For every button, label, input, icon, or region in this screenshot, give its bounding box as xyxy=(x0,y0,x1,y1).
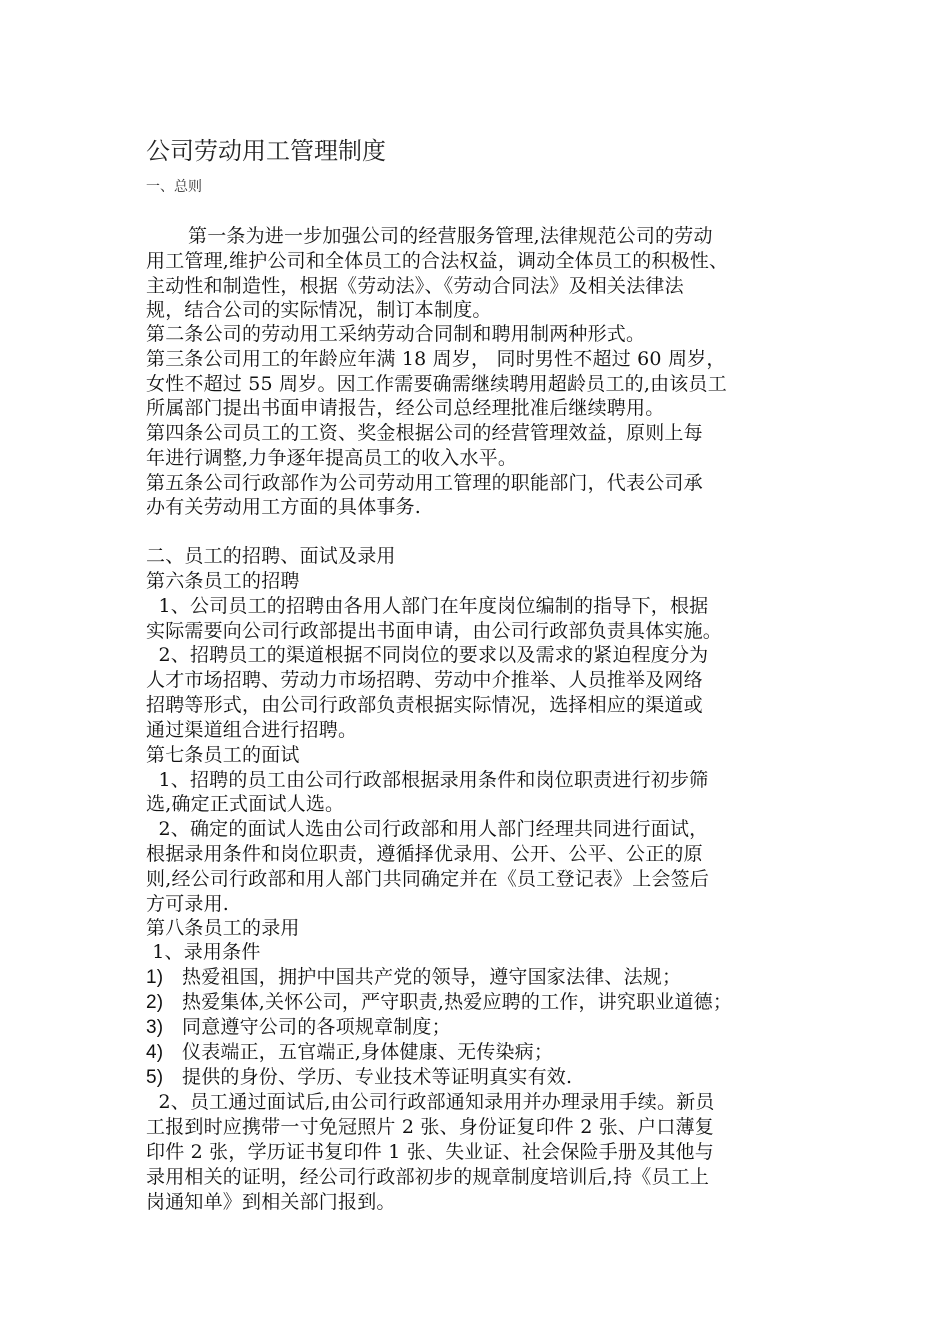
list-item xyxy=(146,965,681,990)
paragraph-line: 岗通知单》到相关部门报到。 xyxy=(146,1191,396,1213)
paragraph-line: 1、公司员工的招聘由各用人部门在年度岗位编制的指导下，根据 xyxy=(146,595,709,617)
paragraph-line: 根据录用条件和岗位职责，遵循择优录用、公开、公平、公正的原 xyxy=(146,843,703,865)
paragraph-line: 主动性和制造性，根据《劳动法》、《劳动合同法》及相关法律法 xyxy=(146,275,684,297)
list-number: 5) xyxy=(146,1067,164,1088)
paragraph-line: 办有关劳动用工方面的具体事务. xyxy=(146,496,422,518)
paragraph-line: 第四条公司员工的工资、奖金根据公司的经营管理效益，原则上每 xyxy=(146,422,703,444)
paragraph-line: 所属部门提出书面申请报告，经公司总经理批准后继续聘用。 xyxy=(146,397,665,419)
list-number: 3) xyxy=(146,1017,164,1038)
paragraph-line: 2、招聘员工的渠道根据不同岗位的要求以及需求的紧迫程度分为 xyxy=(146,644,709,666)
article-heading: 第七条员工的面试 xyxy=(146,744,300,766)
paragraph-line: 用工管理,维护公司和全体员工的合法权益，调动全体员工的积极性、 xyxy=(146,250,729,272)
list-heading: 1、录用条件 xyxy=(146,941,261,963)
paragraph-line: 年进行调整,力争逐年提高员工的收入水平。 xyxy=(146,447,518,469)
paragraph-line: 印件 2 张，学历证书复印件 1 张、失业证、社会保险手册及其他与 xyxy=(146,1141,714,1163)
list-text: 热爱集体,关怀公司，严守职责,热爱应聘的工作，讲究职业道德； xyxy=(182,991,733,1013)
list-item xyxy=(146,1015,451,1040)
list-text: 仪表端正，五官端正,身体健康、无传染病； xyxy=(182,1041,554,1063)
document-title: 公司劳动用工管理制度 xyxy=(146,137,386,165)
paragraph-line: 2、员工通过面试后,由公司行政部通知录用并办理录用手续。新员 xyxy=(146,1091,715,1113)
article-heading: 第八条员工的录用 xyxy=(146,917,300,939)
paragraph-line: 第三条公司用工的年龄应年满 18 周岁， 同时男性不超过 60 周岁， xyxy=(146,348,726,370)
list-item xyxy=(146,1040,553,1065)
paragraph-line: 女性不超过 55 周岁。因工作需要确需继续聘用超龄员工的,由该员工 xyxy=(146,373,727,395)
paragraph-line: 方可录用. xyxy=(146,893,230,915)
paragraph-line: 实际需要向公司行政部提出书面申请，由公司行政部负责具体实施。 xyxy=(146,620,723,642)
paragraph-line: 则,经公司行政部和用人部门共同确定并在《员工登记表》上会签后 xyxy=(146,868,710,890)
paragraph-line: 1、招聘的员工由公司行政部根据录用条件和岗位职责进行初步筛 xyxy=(146,769,709,791)
paragraph-line: 通过渠道组合进行招聘。 xyxy=(146,719,358,741)
section-heading-recruitment: 二、员工的招聘、面试及录用 xyxy=(146,545,396,567)
list-number: 4) xyxy=(146,1042,164,1063)
section-heading-general: 一、总则 xyxy=(146,179,202,195)
list-number: 2) xyxy=(146,992,164,1013)
paragraph-line: 2、确定的面试人选由公司行政部和用人部门经理共同进行面试， xyxy=(146,818,709,840)
paragraph-line: 第二条公司的劳动用工采纳劳动合同制和聘用制两种形式。 xyxy=(146,323,646,345)
list-text: 提供的身份、学历、专业技术等证明真实有效. xyxy=(182,1066,573,1088)
list-number: 1) xyxy=(146,967,164,988)
paragraph-line: 录用相关的证明，经公司行政部初步的规章制度培训后,持《员工上 xyxy=(146,1166,710,1188)
paragraph-line: 招聘等形式，由公司行政部负责根据实际情况，选择相应的渠道或 xyxy=(146,694,703,716)
article-heading: 第六条员工的招聘 xyxy=(146,570,300,592)
paragraph-line: 人才市场招聘、劳动力市场招聘、劳动中介推举、人员推举及网络 xyxy=(146,669,703,691)
paragraph-line: 工报到时应携带一寸免冠照片 2 张、身份证复印件 2 张、户口薄复 xyxy=(146,1116,714,1138)
list-text: 热爱祖国，拥护中国共产党的领导，遵守国家法律、法规； xyxy=(182,966,682,988)
paragraph-line: 第五条公司行政部作为公司劳动用工管理的职能部门，代表公司承 xyxy=(146,472,703,494)
list-item xyxy=(146,990,732,1015)
paragraph-line: 选,确定正式面试人选。 xyxy=(146,793,345,815)
list-item xyxy=(146,1065,572,1090)
list-text: 同意遵守公司的各项规章制度； xyxy=(182,1016,451,1038)
paragraph-line: 规，结合公司的实际情况，制订本制度。 xyxy=(146,299,492,321)
paragraph-line: 第一条为进一步加强公司的经营服务管理,法律规范公司的劳动 xyxy=(188,225,713,247)
